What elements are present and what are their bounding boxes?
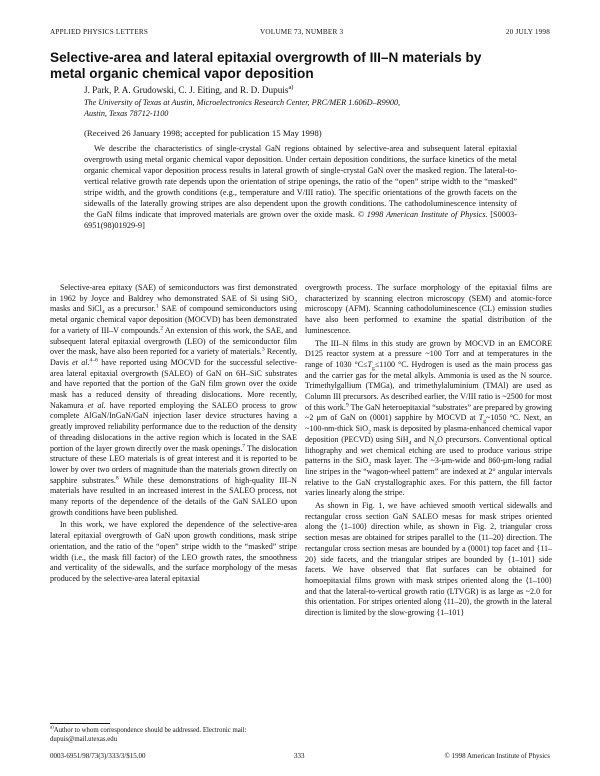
footnote-text: Author to whom correspondence should be addressed. Electronic mail: dupuis@mail.utexas.edu — [50, 727, 247, 743]
issue-date: 20 JULY 1998 — [505, 28, 550, 36]
right-column — [305, 283, 552, 619]
author-footnote — [50, 727, 297, 744]
footnote-divider — [50, 723, 110, 724]
footer-copyright: © 1998 American Institute of Physics — [444, 752, 550, 760]
abstract-copyright: © 1998 American Institute of Physics. — [357, 210, 488, 219]
title-line-1: Selective-area and lateral epitaxial overgrowth of III–N materials by — [50, 50, 482, 65]
journal-name: APPLIED PHYSICS LETTERS — [50, 28, 149, 36]
affiliation — [84, 97, 524, 119]
authors-text: J. Park, P. A. Grudowski, C. J. Eiting, and R. D. Dupuis — [84, 85, 289, 95]
footnote-mark: a) — [50, 725, 54, 731]
page-number: 333 — [294, 752, 305, 760]
left-column — [50, 283, 297, 585]
author-list — [84, 85, 293, 95]
article-title — [50, 50, 550, 82]
paragraph-this-work: In this work, we have explored the dependence of the selective-area lateral epitaxial overgrowth of GaN upon growth conditions, mask stripe orientation, and the ratio of the “open” stripe width to the “masked” stripe width (i.e., the mask fill factor) of the LEO growth rates, the smoothness and verticality of the sidewalls, and the surface morphology of the mesas produced by the selective-area lateral epitaxial — [50, 520, 297, 583]
affiliation-line-1: The University of Texas at Austin, Microelectronics Research Center, PRC/MER 1.606D–R9900, — [84, 98, 401, 107]
author-footnote-mark: a) — [288, 83, 294, 91]
title-line-2: metal organic chemical vapor deposition — [50, 66, 314, 81]
article-code: 0003-6951/98/73(3)/333/3/$15.00 — [50, 752, 146, 760]
paragraph-continuation: overgrowth process. The surface morphology of the epitaxial films are characterized by scanning electron microscopy (SEM) and atomic-force microscopy (AFM). Scanning cathodoluminescence (CL) emission studies have also been performed to examine the spatial distribution of the luminescence. — [305, 283, 552, 335]
paragraph-intro: Selective-area epitaxy (SAE) of semiconductors was first demonstrated in 1962 by Joyce and Baldrey who demonstrated SAE of Si using SiO$_2$ masks and SiCl$_4$ as a precursor.$^1$ SAE of compound semiconductors using metal organic chemical vapor deposition (MOCVD) has been demonstrated for a variety of III–V compounds.$^2$ An extension of this work, the SAE, and subsequent lateral epitaxial overgrowth (LEO) of the semiconductor film over the mask, have also been reported for a variety of materials.$^3$ Recently, Davis et al.$^{4-6}$ have reported using MOCVD for the successful selective-area lateral epitaxial overgrowth (SALEO) of GaN on 6H–SiC substrates and have reported that the portion of the GaN film grown over the oxide mask has a reduced density of threading dislocations. More recently, Nakamura et al. have reported employing the SALEO process to grow complete AlGaN/InGaN/GaN injection laser device structures having a greatly improved reliability performance due to the reduction of the density of threading dislocations in the active region which is located in the SAE portion of the layer grown directly over the mask openings.$^7$ The dislocation structure of these LEO materials is of great interest and it is reported to be lower by over two orders of magnitude than the materials grown directly on sapphire substrates.$^8$ While these demonstrations of high-quality III–N materials have resulted in an increased interest in the SALEO process, not many reports of the dependence of the details of the GaN SALEO upon growth conditions have been published. — [50, 283, 297, 517]
paragraph-methods: The III–N films in this study are grown by MOCVD in an EMCORE D125 reactor system at a pressure ~100 Torr and at temperatures in the range of 1030 $^\circ C\le T_g\le 1100$ °C. Hydrogen is used as the main process gas and the carrier gas for the metal alkyls. Ammonia is used as the N source. Trimethylgallium (TMGa), and trimethylaluminium (TMAl) are used as Column III precursors. As described earlier, the V/III ratio is ~2500 for most of this work.$^9$ The GaN heteroepitaxial “substrates” are prepared by growing ~2 μm of GaN on (0001) sapphire by MOCVD at $T_g\sim 1050$ °C. Next, an ~100-nm-thick SiO$_2$ mask is deposited by plasma-enhanced chemical vapor deposition (PECVD) using SiH$_4$ and $N_2O$ precursors. Conventional optical lithography and wet chemical etching are used to produce various stripe patterns in the SiO$_2$ mask layer. The ~3-μm-wide and 860-μm-long radial line stripes in the “wagon-wheel pattern” are indexed at 2° angular intervals relative to the GaN crystallographic axes. For this pattern, the fill factor varies linearly along the stripe. — [305, 338, 553, 498]
abstract-code: [S0003-6951(98)01929-9] — [84, 210, 517, 230]
affiliation-line-2: Austin, Texas 78712-1100 — [84, 109, 169, 118]
abstract-text: We describe the characteristics of single-crystal GaN regions obtained by selective-area and subsequent lateral epitaxial overgrowth using metal organic chemical vapor deposition. Under certain deposition conditions, the surface kinetics of the metal organic chemical vapor deposition process results in lateral growth of single-crystal GaN over the masked region. The lateral-to-vertical relative growth rate depends upon the orientation of stripe openings, the ratio of the “open” stripe width to the “masked” stripe width, and the growth conditions (e.g., temperature and V/III ratio). The specific orientations of the growth facets on the sidewalls of the laterally growing stripes are also dependent upon the growth conditions. The cathodoluminescence intensity of the GaN films indicate that improved materials are grown over the oxide mask. — [84, 144, 517, 219]
abstract — [84, 143, 517, 231]
received-dates: (Received 26 January 1998; accepted for publication 15 May 1998) — [84, 128, 322, 138]
volume-number: VOLUME 73, NUMBER 3 — [260, 28, 344, 36]
paragraph-results: As shown in Fig. 1, we have achieved smooth vertical sidewalls and rectangular cross section GaN SALEO mesas for mask stripes oriented along the ⟨1–100⟩ direction while, as shown in Fig. 2, triangular cross section mesas are obtained for stripes parallel to the ⟨11–20⟩ direction. The rectangular cross section mesas are bounded by a (0001) top facet and {11–20} side facets, and the triangular stripes are bounded by {1–101} side facets. We have observed that flat surfaces can be obtained for homoepitaxial films grown with mask stripes oriented along the ⟨1–100⟩ and that the lateral-to-vertical growth ratio (LTVGR) is as large as ~2.0 for this orientation. For stripes oriented along ⟨11–20⟩, the growth in the lateral direction is limited by the slow-growing {1–101} — [305, 501, 552, 618]
